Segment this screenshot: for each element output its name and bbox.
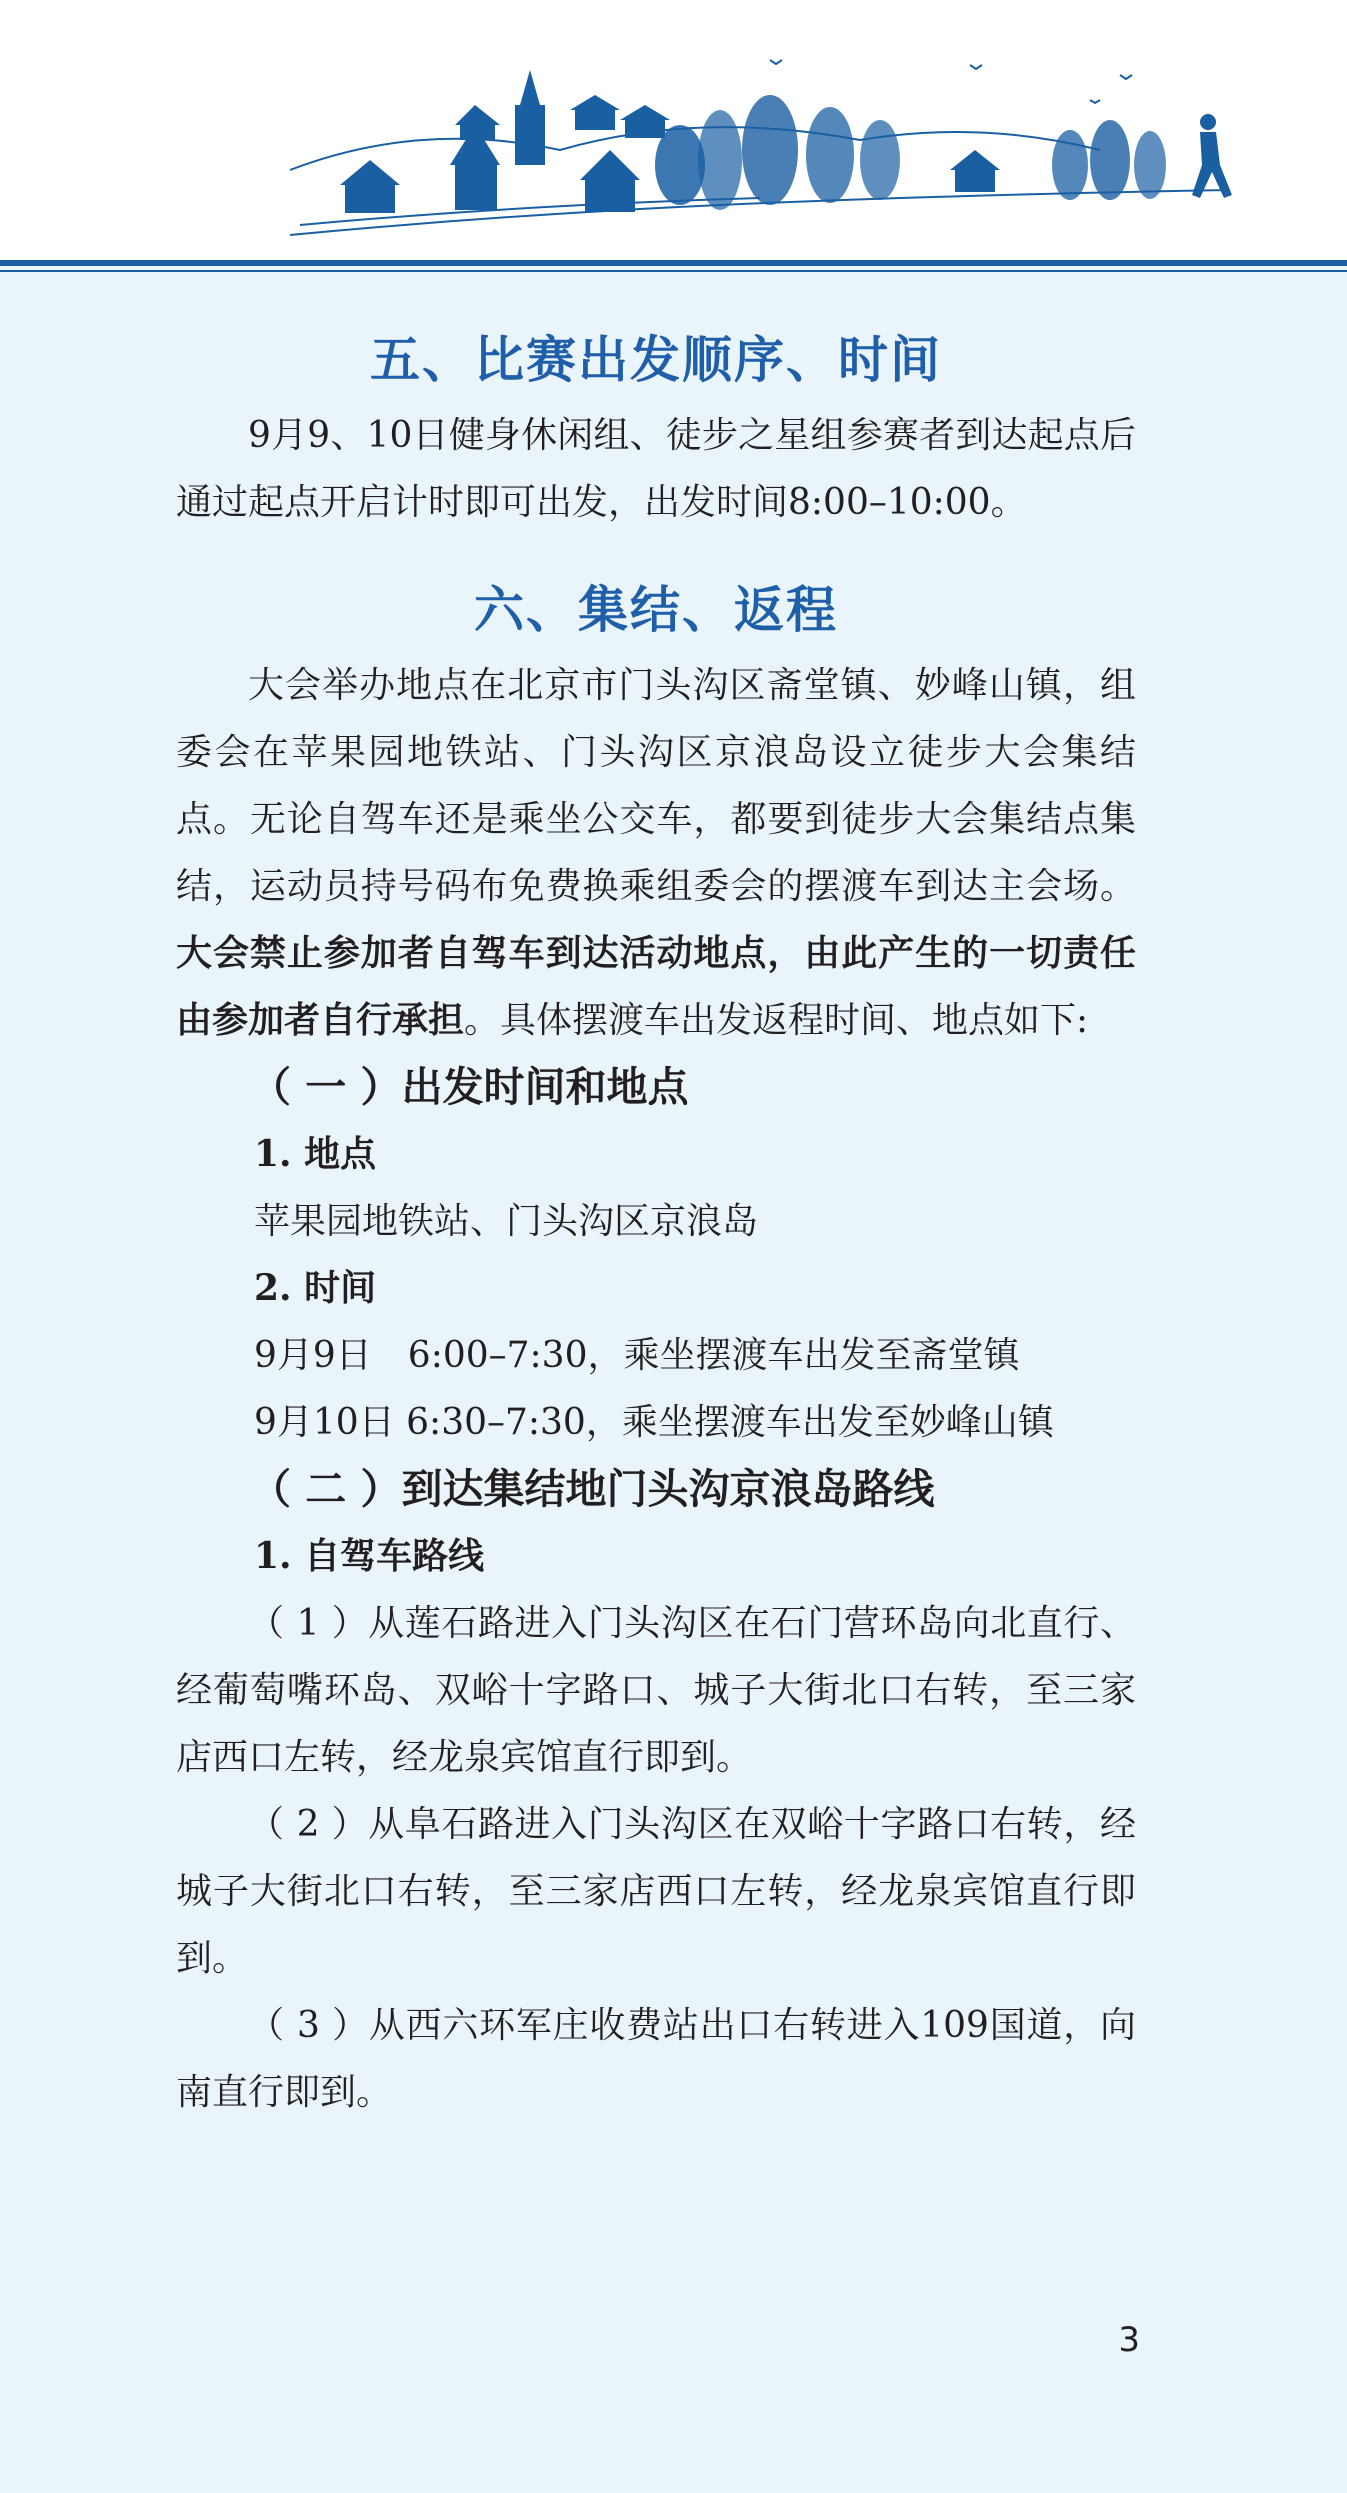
departure-time-1: 9月9日 6:00–7:30，乘坐摆渡车出发至斋堂镇: [254, 1335, 1020, 1376]
section-6-text-a: 大会举办地点在北京市门头沟区斋堂镇、妙峰山镇，组委会在苹果园地铁站、门头沟区京浪岛设立徒步大会集结点。无论自驾车还是乘坐公交车，都要到徒步大会集结点集结，运动员持号码布免费换乘组委会的摆渡车到达主会场。: [176, 665, 1136, 907]
subsection-1-item1-title: 1. 地点: [254, 1133, 377, 1175]
subsection-1-title: （ 一 ）出发时间和地点: [250, 1063, 689, 1111]
route-3: （ 3 ）从西六环军庄收费站出口右转进入109国道，向南直行即到。: [176, 2005, 1136, 2113]
section-6-text-c: 。具体摆渡车出发返程时间、地点如下:: [464, 1000, 1089, 1041]
section-6-bold-warning: 大会禁止参加者自驾车到达活动地点，由此产生的一切责任由参加者自行承担: [176, 932, 1136, 1041]
subsection-2-item1-title: 1. 自驾车路线: [254, 1535, 485, 1577]
subsection-2-title: （ 二 ）到达集结地门头沟京浪岛路线: [250, 1465, 935, 1513]
section-6-paragraph: [176, 652, 1136, 1054]
section-6-title: 六、集结、返程: [474, 581, 838, 639]
section-5-paragraph: 9月9、10日健身休闲组、徒步之星组参赛者到达起点后通过起点开启计时即可出发，出发时间8:00–10:00。: [176, 415, 1136, 523]
subsection-1-item1-text: 苹果园地铁站、门头沟区京浪岛: [254, 1201, 759, 1242]
document-body: [176, 318, 1136, 2126]
departure-time-2: 9月10日 6:30–7:30，乘坐摆渡车出发至妙峰山镇: [254, 1402, 1054, 1443]
village-landscape-icon: [0, 0, 1347, 262]
header-rule-thick: [0, 260, 1347, 266]
page-number: 3: [1118, 2320, 1140, 2360]
section-5-title: 五、比赛出发顺序、时间: [370, 331, 942, 389]
header-illustration: [0, 0, 1347, 262]
header-rule-thin: [0, 270, 1347, 272]
route-1: （ 1 ）从莲石路进入门头沟区在石门营环岛向北直行、经葡萄嘴环岛、双峪十字路口、城子大街北口右转，至三家店西口左转，经龙泉宾馆直行即到。: [176, 1603, 1136, 1778]
subsection-1-item2-title: 2. 时间: [254, 1267, 377, 1309]
route-2: （ 2 ）从阜石路进入门头沟区在双峪十字路口右转，经城子大街北口右转，至三家店西口左转，经龙泉宾馆直行即到。: [176, 1804, 1136, 1979]
